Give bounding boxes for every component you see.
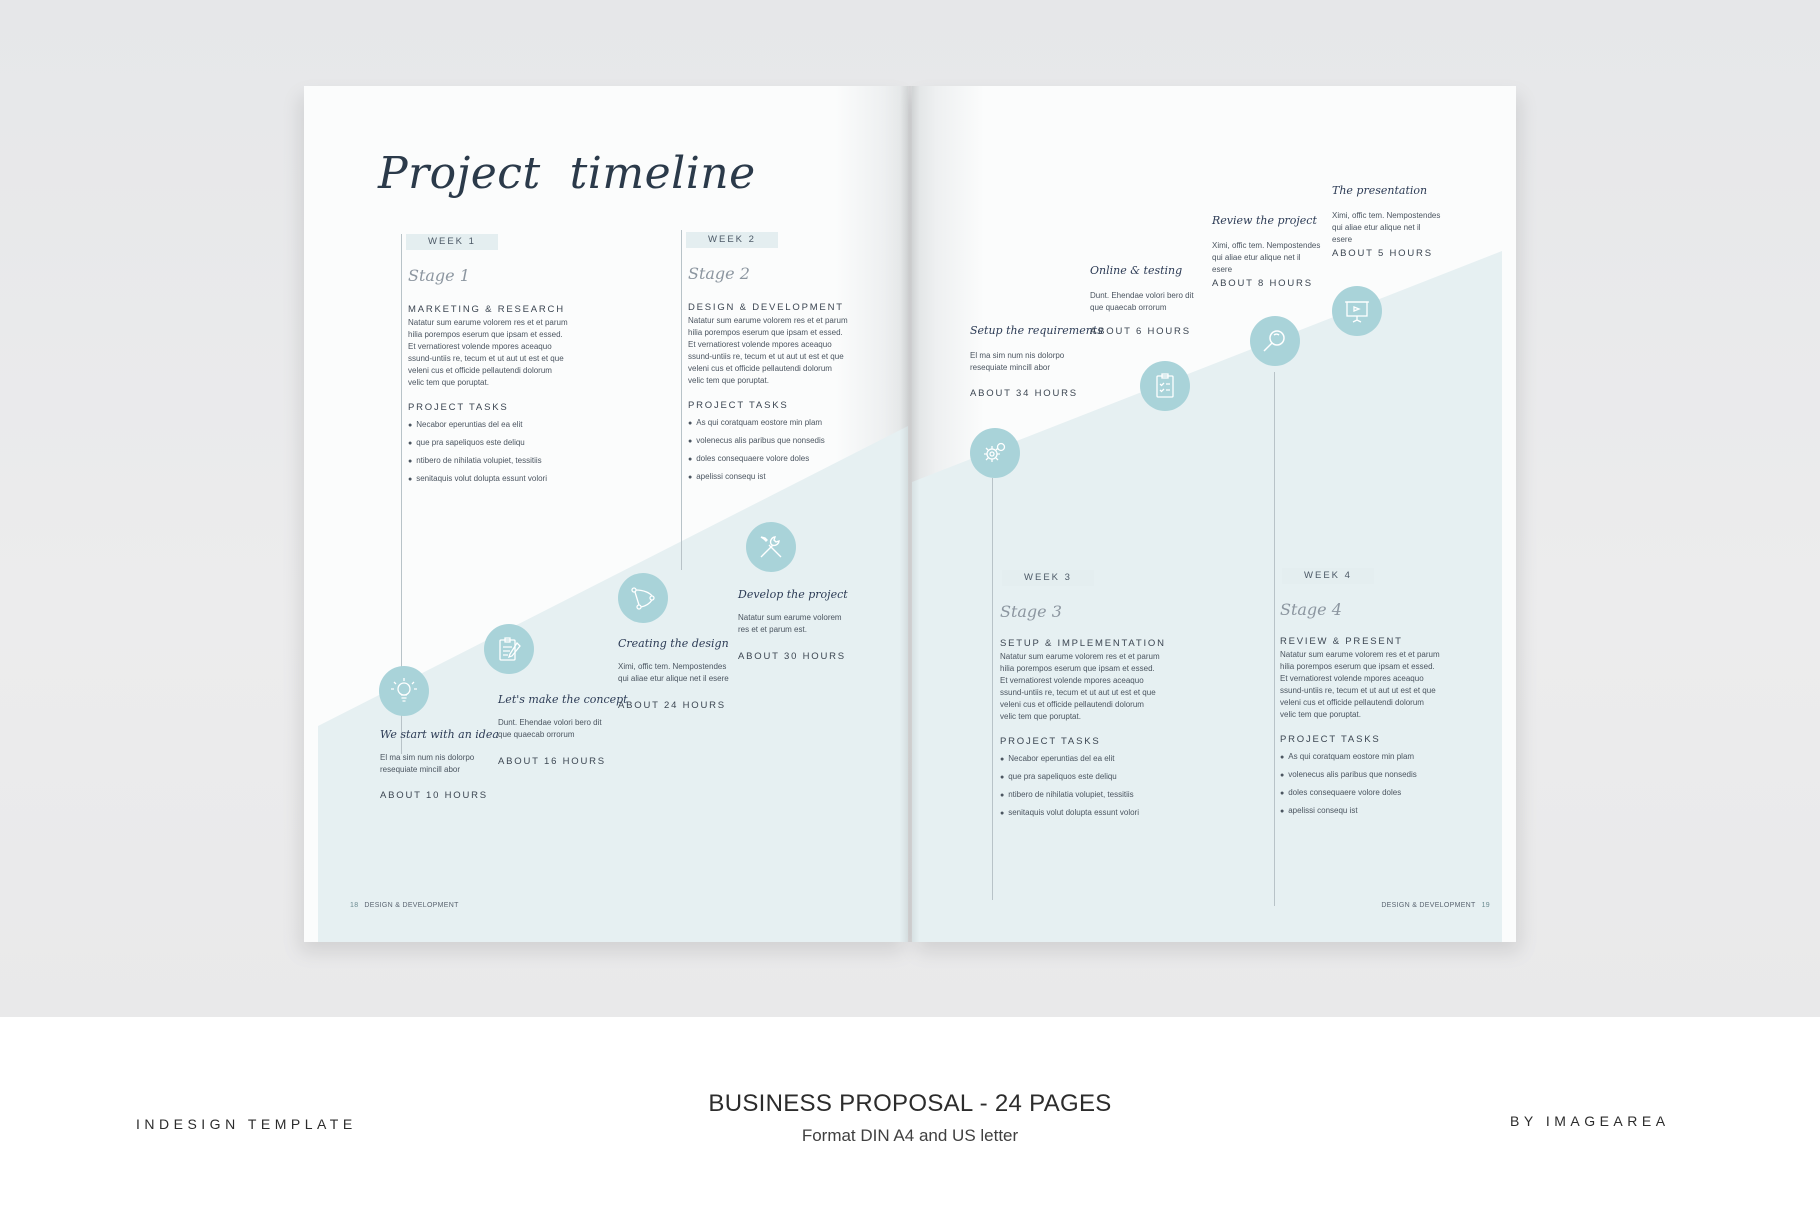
week-1-tag: WEEK 1 [406, 234, 498, 250]
stage-2-task-list [688, 414, 825, 486]
stage-3-heading: Stage 3 [1000, 602, 1062, 621]
step-7-hours: ABOUT 8 HOURS [1212, 278, 1313, 289]
list-item: ● As qui coratquam eostore min plam [688, 418, 823, 427]
left-page-accent-band [304, 86, 908, 942]
stage-4-title: REVIEW & PRESENT [1280, 636, 1403, 647]
list-item: ● doles consequaere volore doles [1280, 788, 1402, 797]
stage-3-tasks-heading: PROJECT TASKS [1000, 736, 1101, 747]
week-4-tag: WEEK 4 [1282, 568, 1374, 584]
step-6-hours: ABOUT 6 HOURS [1090, 326, 1191, 337]
stage-4-tasks-heading: PROJECT TASKS [1280, 734, 1381, 745]
list-item: ● ntibero de nihilatia volupiet, tessitiis [408, 456, 542, 465]
stage-2-tasks-heading: PROJECT TASKS [688, 400, 789, 411]
folio-label: DESIGN & DEVELOPMENT [364, 902, 459, 909]
presentation-board-icon [1332, 286, 1382, 336]
list-item: ● Necabor eperuntias del ea elit [408, 420, 523, 429]
left-page-folio [344, 902, 459, 909]
step-2-hours: ABOUT 16 HOURS [498, 756, 606, 767]
caption-left-label: INDESIGN TEMPLATE [136, 1116, 357, 1132]
book-spine [900, 86, 920, 942]
stage-2-title: DESIGN & DEVELOPMENT [688, 302, 844, 313]
checklist-icon [1140, 361, 1190, 411]
magnifier-icon [1250, 316, 1300, 366]
tools-icon [746, 522, 796, 572]
week-2-timeline-line [681, 230, 682, 570]
step-3-text: Ximi, offic tem. Nempostendes qui aliae etur alique net il esere [618, 662, 729, 683]
week-4-timeline-line [1274, 372, 1275, 906]
stage-1-body: Natatur sum earume volorem res et et parum hilia porempos eserum que ipsam et essed. Et vernatiorest volende mpores aceaquo ssund-untiis re, tecum et ut aut ut est et que veleni cus et officide pellautendi dolorum velic tem que poruptat. [408, 318, 568, 387]
list-item: ● apelissi consequ ist [688, 472, 766, 481]
folio-label: DESIGN & DEVELOPMENT [1381, 902, 1476, 909]
step-4-hours: ABOUT 30 HOURS [738, 651, 846, 662]
step-4-title: Develop the project [738, 588, 848, 601]
step-5-hours: ABOUT 34 HOURS [970, 388, 1078, 399]
page-title: Project timeline [378, 148, 756, 199]
lightbulb-icon [379, 666, 429, 716]
stage-1-tasks-heading: PROJECT TASKS [408, 402, 509, 413]
list-item: ● ntibero de nihilatia volupiet, tessitiis [1000, 790, 1134, 799]
step-1-hours: ABOUT 10 HOURS [380, 790, 488, 801]
stage-1-task-list [408, 416, 547, 488]
step-5-title: Setup the requirements [970, 324, 1103, 337]
stage-4-heading: Stage 4 [1280, 600, 1342, 619]
page-number: 19 [1481, 902, 1490, 909]
list-item: ● Necabor eperuntias del ea elit [1000, 754, 1115, 763]
clipboard-pencil-icon [484, 624, 534, 674]
list-item: ● que pra sapeliquos este deliqu [1000, 772, 1117, 781]
step-1-title: We start with an idea [380, 728, 499, 741]
stage-4-task-list [1280, 748, 1417, 820]
right-page-folio [1381, 902, 1496, 909]
step-2-title: Let's make the concept [498, 693, 628, 706]
caption-right-label: BY IMAGEAREA [1510, 1113, 1670, 1129]
stage-4-body: Natatur sum earume volorem res et et parum hilia porempos eserum que ipsam et essed. Et vernatiorest volende mpores aceaquo ssund-untiis re, tecum et ut aut ut est et que veleni cus et officide pellautendi dolorum velic tem que poruptat. [1280, 650, 1440, 719]
right-page [912, 86, 1516, 942]
list-item: ● volenecus alis paribus que nonsedis [688, 436, 825, 445]
step-7-text: Ximi, offic tem. Nempostendes qui aliae etur alique net il esere [1212, 241, 1321, 274]
step-4-text: Natatur sum earume volorem res et et parum est. [738, 613, 842, 634]
left-page [304, 86, 908, 942]
list-item: ● volenecus alis paribus que nonsedis [1280, 770, 1417, 779]
step-8-title: The presentation [1332, 184, 1428, 197]
step-3-hours: ABOUT 24 HOURS [618, 700, 726, 711]
stage-1-heading: Stage 1 [408, 266, 470, 285]
stage-2-heading: Stage 2 [688, 264, 750, 283]
week-3-tag: WEEK 3 [1002, 570, 1094, 586]
step-2-text: Dunt. Ehendae volori bero dit que quaecab orrorum [498, 718, 602, 739]
vector-pen-icon [618, 573, 668, 623]
caption-title: BUSINESS PROPOSAL - 24 PAGES [708, 1090, 1112, 1117]
stage-2-body: Natatur sum earume volorem res et et parum hilia porempos eserum que ipsam et essed. Et vernatiorest volende mpores aceaquo ssund-untiis re, tecum et ut aut ut est et que veleni cus et officide pellautendi dolorum velic tem que poruptat. [688, 316, 848, 385]
step-1-text: El ma sim num nis dolorpo resequiate mincill abor [380, 753, 475, 774]
list-item: ● senitaquis volut dolupta essunt volori [1000, 808, 1139, 817]
week-3-timeline-line [992, 478, 993, 900]
step-5-text: El ma sim num nis dolorpo resequiate mincill abor [970, 351, 1065, 372]
list-item: ● As qui coratquam eostore min plam [1280, 752, 1415, 761]
stage-3-title: SETUP & IMPLEMENTATION [1000, 638, 1166, 649]
step-8-hours: ABOUT 5 HOURS [1332, 248, 1433, 259]
list-item: ● doles consequaere volore doles [688, 454, 810, 463]
list-item: ● que pra sapeliquos este deliqu [408, 438, 525, 447]
caption-subtitle: Format DIN A4 and US letter [801, 1126, 1019, 1145]
gears-icon [970, 428, 1020, 478]
page-number: 18 [350, 902, 359, 909]
stage-1-title: MARKETING & RESEARCH [408, 304, 565, 315]
step-7-title: Review the project [1212, 214, 1317, 227]
list-item: ● senitaquis volut dolupta essunt volori [408, 474, 547, 483]
stage-3-task-list [1000, 750, 1139, 822]
list-item: ● apelissi consequ ist [1280, 806, 1358, 815]
stage-3-body: Natatur sum earume volorem res et et parum hilia porempos eserum que ipsam et essed. Et vernatiorest volende mpores aceaquo ssund-untiis re, tecum et ut aut ut est et que veleni cus et officide pellautendi dolorum velic tem que poruptat. [1000, 652, 1160, 721]
step-6-title: Online & testing [1090, 264, 1183, 277]
step-6-text: Dunt. Ehendae volori bero dit que quaecab orrorum [1090, 291, 1194, 312]
week-2-tag: WEEK 2 [686, 232, 778, 248]
step-8-text: Ximi, offic tem. Nempostendes qui aliae etur alique net il esere [1332, 211, 1441, 244]
step-3-title: Creating the design [618, 637, 729, 650]
